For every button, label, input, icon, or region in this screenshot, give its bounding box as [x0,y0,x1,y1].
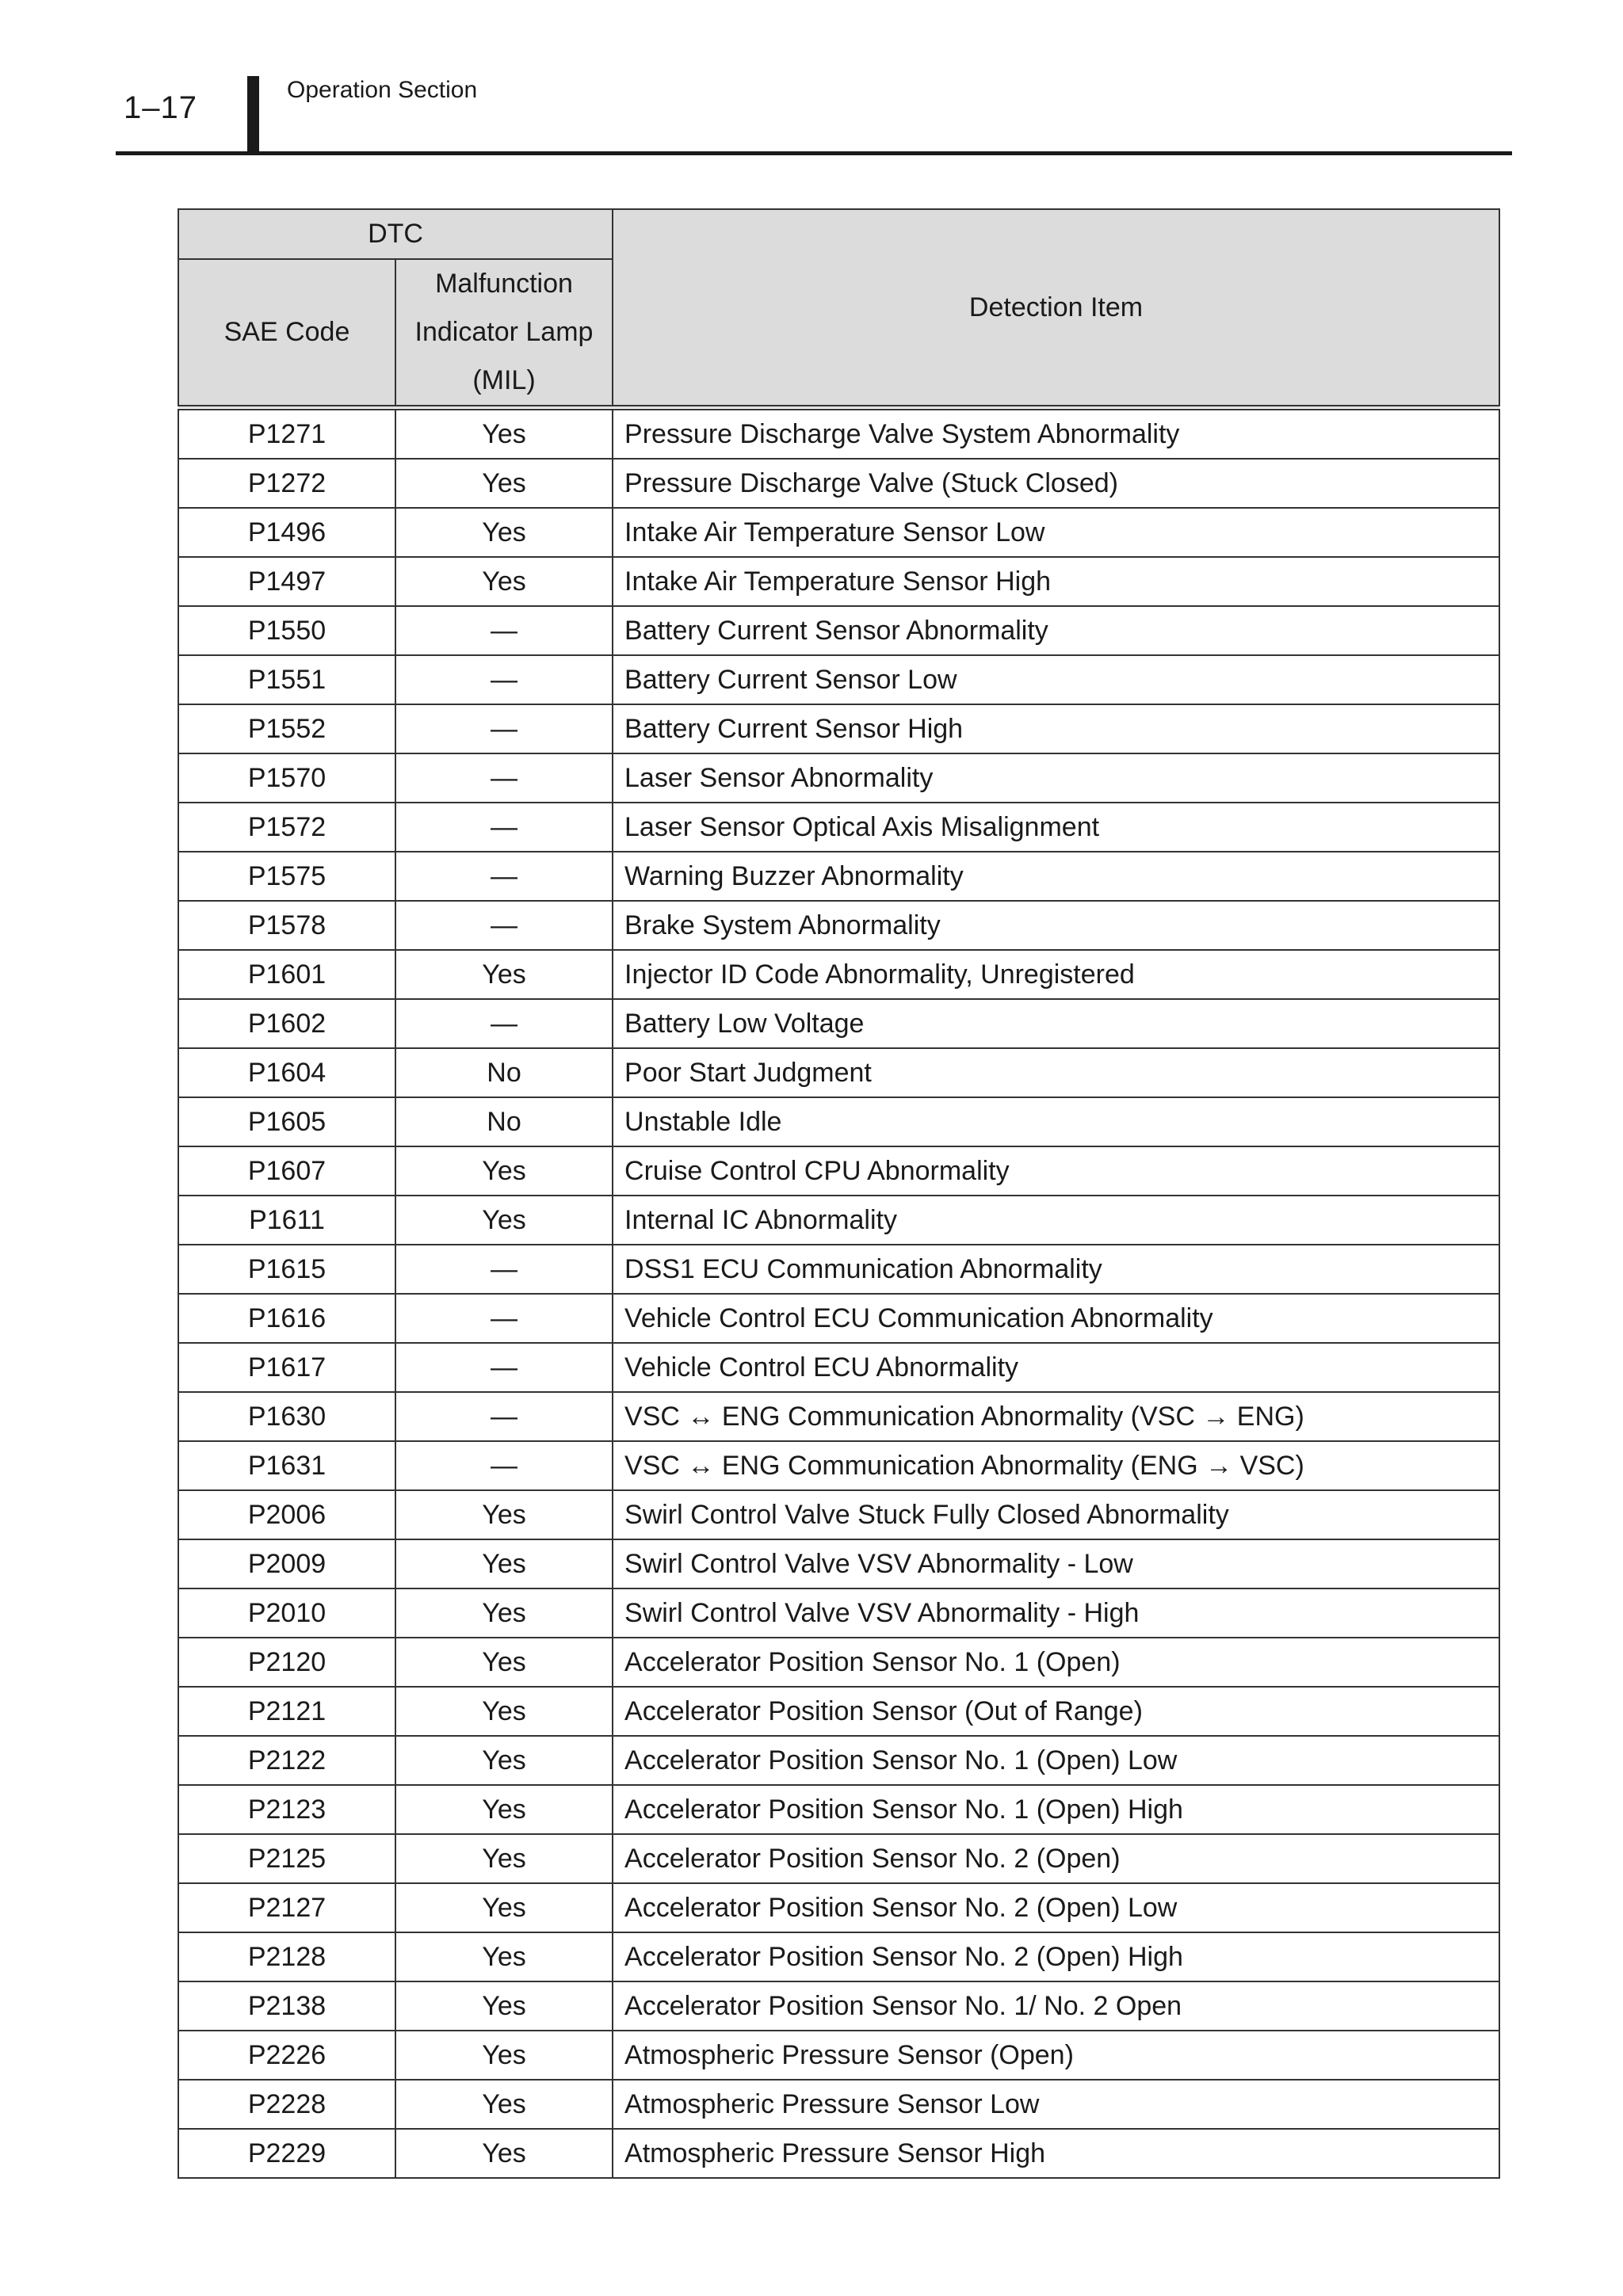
sae-code-cell: P1272 [178,459,395,508]
table-row [178,852,1499,901]
mil-cell: — [395,1245,613,1294]
sae-code-cell: P1602 [178,999,395,1048]
detection-item-cell: Accelerator Position Sensor No. 1/ No. 2 Open [613,1981,1499,2031]
detection-item-cell: Battery Current Sensor High [613,704,1499,753]
mil-cell: — [395,1441,613,1490]
detection-item-cell: Accelerator Position Sensor No. 1 (Open) Low [613,1736,1499,1785]
detection-item-cell: Brake System Abnormality [613,901,1499,950]
detection-item-cell: Accelerator Position Sensor (Out of Range) [613,1687,1499,1736]
table-row [178,1196,1499,1245]
mil-header-line-2: Indicator Lamp [414,317,594,347]
mil-cell: No [395,1097,613,1146]
detection-item-cell: Injector ID Code Abnormality, Unregistered [613,950,1499,999]
table-row [178,508,1499,557]
detection-item-cell: Accelerator Position Sensor No. 2 (Open) Low [613,1883,1499,1932]
sae-code-cell: P2228 [178,2080,395,2129]
mil-cell: — [395,655,613,704]
sae-code-cell: P1551 [178,655,395,704]
mil-cell: No [395,1048,613,1097]
table-row [178,2080,1499,2129]
mil-cell: Yes [395,459,613,508]
sae-code-cell: P1604 [178,1048,395,1097]
sae-code-cell: P1601 [178,950,395,999]
mil-cell: Yes [395,1687,613,1736]
detection-item-cell: Intake Air Temperature Sensor Low [613,508,1499,557]
mil-header-line-1: Malfunction [435,269,573,299]
table-row [178,1245,1499,1294]
mil-cell: Yes [395,1932,613,1981]
detection-item-cell: Atmospheric Pressure Sensor (Open) [613,2031,1499,2080]
table-row [178,1638,1499,1687]
table-row [178,408,1499,460]
detection-item-cell: Pressure Discharge Valve System Abnormality [613,408,1499,460]
table-row [178,2031,1499,2080]
mil-cell: Yes [395,1589,613,1638]
sae-code-cell: P1615 [178,1245,395,1294]
table-row [178,655,1499,704]
table-row [178,1097,1499,1146]
sae-code-cell: P2122 [178,1736,395,1785]
table-row [178,1392,1499,1441]
mil-cell: — [395,1392,613,1441]
detection-item-cell: Vehicle Control ECU Communication Abnormality [613,1294,1499,1343]
detection-item-cell: Battery Current Sensor Low [613,655,1499,704]
table-row [178,1539,1499,1589]
table-row [178,901,1499,950]
table-row [178,1687,1499,1736]
sae-code-cell: P2127 [178,1883,395,1932]
table-row [178,1441,1499,1490]
detection-item-cell: Poor Start Judgment [613,1048,1499,1097]
mil-cell: — [395,606,613,655]
table-row [178,950,1499,999]
sae-code-cell: P1605 [178,1097,395,1146]
detection-item-cell: Vehicle Control ECU Abnormality [613,1343,1499,1392]
mil-cell: Yes [395,2080,613,2129]
table-header [178,209,1499,408]
detection-item-cell: Atmospheric Pressure Sensor High [613,2129,1499,2178]
table-row [178,1834,1499,1883]
detection-item-cell: Atmospheric Pressure Sensor Low [613,2080,1499,2129]
table-row [178,1294,1499,1343]
detection-item-cell: Pressure Discharge Valve (Stuck Closed) [613,459,1499,508]
table-row [178,1736,1499,1785]
sae-code-cell: P2123 [178,1785,395,1834]
sae-code-cell: P1630 [178,1392,395,1441]
page-header [0,0,1623,158]
table-row [178,753,1499,803]
detection-item-cell: Cruise Control CPU Abnormality [613,1146,1499,1196]
table-row [178,704,1499,753]
table-row [178,1932,1499,1981]
detection-item-cell: Internal IC Abnormality [613,1196,1499,1245]
table-row [178,1883,1499,1932]
mil-cell: Yes [395,557,613,606]
header-rule [116,151,1512,155]
table-row [178,999,1499,1048]
detection-item-cell: Intake Air Temperature Sensor High [613,557,1499,606]
mil-cell: Yes [395,950,613,999]
sae-code-cell: P1552 [178,704,395,753]
table-row [178,1981,1499,2031]
sae-code-cell: P1631 [178,1441,395,1490]
detection-item-cell: Battery Low Voltage [613,999,1499,1048]
sae-code-cell: P1578 [178,901,395,950]
detection-item-cell: Unstable Idle [613,1097,1499,1146]
mil-cell: Yes [395,1736,613,1785]
mil-cell: Yes [395,1834,613,1883]
mil-cell: Yes [395,1638,613,1687]
sae-code-cell: P2229 [178,2129,395,2178]
sae-code-cell: P2006 [178,1490,395,1539]
dtc-group-header: DTC [178,209,613,259]
mil-cell: Yes [395,1196,613,1245]
detection-item-cell: Swirl Control Valve VSV Abnormality - High [613,1589,1499,1638]
sae-code-cell: P1497 [178,557,395,606]
sae-code-header: SAE Code [178,259,395,408]
mil-cell: Yes [395,1146,613,1196]
table-row [178,1589,1499,1638]
detection-item-cell: Warning Buzzer Abnormality [613,852,1499,901]
mil-cell: — [395,852,613,901]
table-row [178,1785,1499,1834]
table-row [178,606,1499,655]
mil-header [395,259,613,408]
sae-code-cell: P1572 [178,803,395,852]
detection-item-cell: VSC ↔ ENG Communication Abnormality (ENG → VSC) [613,1441,1499,1490]
mil-cell: — [395,1343,613,1392]
mil-cell: — [395,1294,613,1343]
table-row [178,1048,1499,1097]
sae-code-cell: P2125 [178,1834,395,1883]
table-row [178,1343,1499,1392]
detection-item-cell: Laser Sensor Abnormality [613,753,1499,803]
sae-code-cell: P2226 [178,2031,395,2080]
sae-code-cell: P1570 [178,753,395,803]
sae-code-cell: P2138 [178,1981,395,2031]
detection-item-cell: Accelerator Position Sensor No. 1 (Open) High [613,1785,1499,1834]
table-row [178,803,1499,852]
sae-code-cell: P2009 [178,1539,395,1589]
sae-code-cell: P2128 [178,1932,395,1981]
mil-cell: — [395,803,613,852]
mil-cell: — [395,704,613,753]
sae-code-cell: P1617 [178,1343,395,1392]
detection-item-cell: Accelerator Position Sensor No. 1 (Open) [613,1638,1499,1687]
mil-cell: — [395,999,613,1048]
mil-cell: Yes [395,2129,613,2178]
dtc-table [178,208,1500,2179]
detection-item-cell: Swirl Control Valve Stuck Fully Closed Abnormality [613,1490,1499,1539]
mil-cell: Yes [395,1785,613,1834]
mil-header-line-3: (MIL) [472,365,536,395]
mil-cell: Yes [395,2031,613,2080]
page-number: 1–17 [124,90,197,125]
detection-item-cell: VSC ↔ ENG Communication Abnormality (VSC → ENG) [613,1392,1499,1441]
mil-cell: Yes [395,1539,613,1589]
mil-cell: — [395,901,613,950]
table-row [178,557,1499,606]
header-bar [247,76,259,154]
detection-item-cell: Battery Current Sensor Abnormality [613,606,1499,655]
sae-code-cell: P2120 [178,1638,395,1687]
detection-item-cell: Accelerator Position Sensor No. 2 (Open) High [613,1932,1499,1981]
detection-item-cell: DSS1 ECU Communication Abnormality [613,1245,1499,1294]
sae-code-cell: P1616 [178,1294,395,1343]
mil-cell: Yes [395,1981,613,2031]
mil-cell: Yes [395,408,613,460]
sae-code-cell: P2121 [178,1687,395,1736]
sae-code-cell: P1575 [178,852,395,901]
table-row [178,2129,1499,2178]
sae-code-cell: P1271 [178,408,395,460]
mil-cell: Yes [395,508,613,557]
detection-item-cell: Accelerator Position Sensor No. 2 (Open) [613,1834,1499,1883]
table-body [178,408,1499,2179]
mil-cell: Yes [395,1490,613,1539]
table-row [178,459,1499,508]
sae-code-cell: P1496 [178,508,395,557]
mil-cell: — [395,753,613,803]
table-row [178,1146,1499,1196]
sae-code-cell: P1607 [178,1146,395,1196]
table-row [178,1490,1499,1539]
sae-code-cell: P1611 [178,1196,395,1245]
section-title: Operation Section [287,77,478,103]
detection-item-header: Detection Item [613,209,1499,408]
detection-item-cell: Swirl Control Valve VSV Abnormality - Low [613,1539,1499,1589]
sae-code-cell: P2010 [178,1589,395,1638]
mil-cell: Yes [395,1883,613,1932]
detection-item-cell: Laser Sensor Optical Axis Misalignment [613,803,1499,852]
sae-code-cell: P1550 [178,606,395,655]
